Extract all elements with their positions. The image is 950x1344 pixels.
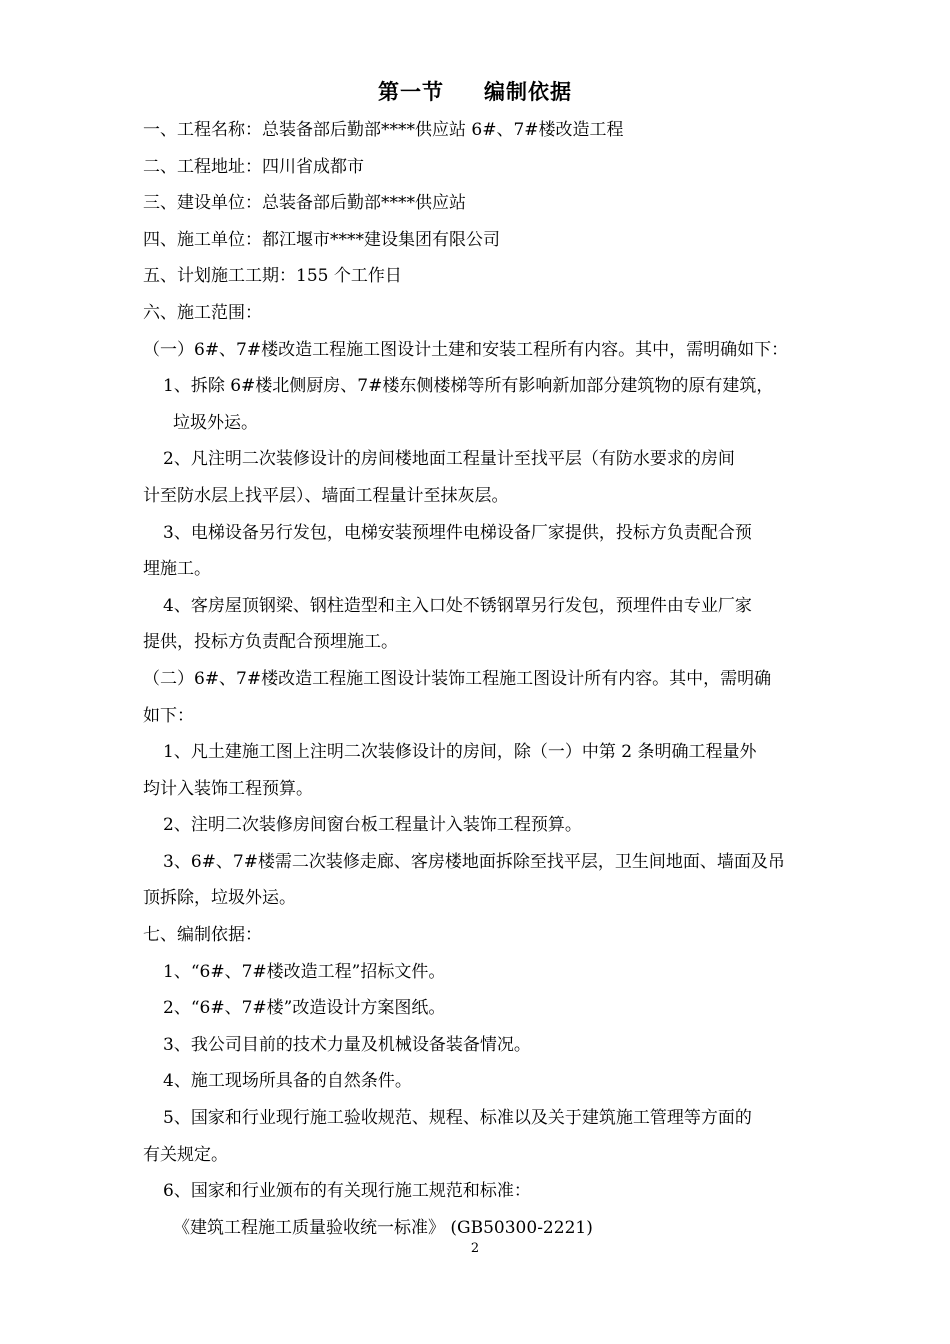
paragraph-scope-1-item-2-cont: 计至防水层上找平层）、墙面工程量计至抹灰层。 — [143, 485, 509, 506]
paragraph-schedule: 五、计划施工工期：155 个工作日 — [143, 266, 402, 287]
paragraph-basis-heading: 七、编制依据： — [143, 925, 262, 946]
section-heading: 编制依据 — [484, 80, 572, 104]
paragraph-basis-item-5-cont: 有关规定。 — [143, 1144, 228, 1165]
paragraph-contractor: 四、施工单位：都江堰市****建设集团有限公司 — [143, 229, 500, 250]
paragraph-scope-1-item-4: 4、客房屋顶钢梁、钢柱造型和主入口处不锈钢罩另行发包，预埋件由专业厂家 — [163, 595, 752, 616]
paragraph-basis-item-6: 6、国家和行业颁布的有关现行施工规范和标准： — [163, 1181, 531, 1202]
paragraph-scope-part-2: （二）6#、7#楼改造工程施工图设计装饰工程施工图设计所有内容。其中，需明确 — [143, 668, 772, 689]
paragraph-scope-part-1: （一）6#、7#楼改造工程施工图设计土建和安装工程所有内容。其中，需明确如下： — [143, 339, 789, 360]
section-title — [0, 76, 950, 108]
paragraph-project-address: 二、工程地址：四川省成都市 — [143, 156, 364, 177]
paragraph-basis-item-3: 3、我公司目前的技术力量及机械设备装备情况。 — [163, 1034, 531, 1055]
paragraph-project-name: 一、工程名称：总装备部后勤部****供应站 6#、7#楼改造工程 — [143, 120, 624, 140]
paragraph-scope-2-item-1-cont: 均计入装饰工程预算。 — [143, 778, 313, 799]
page-number: 2 — [470, 1241, 480, 1256]
paragraph-scope-2-item-1: 1、凡土建施工图上注明二次装修设计的房间，除（一）中第 2 条明确工程量外 — [163, 742, 757, 763]
paragraph-scope-1-item-2: 2、凡注明二次装修设计的房间楼地面工程量计至找平层（有防水要求的房间 — [163, 449, 735, 470]
paragraph-scope-2-item-3: 3、6#、7#楼需二次装修走廊、客房楼地面拆除至找平层，卫生间地面、墙面及吊 — [163, 851, 785, 872]
section-number: 第一节 — [378, 80, 444, 104]
paragraph-scope-1-item-3: 3、电梯设备另行发包，电梯安装预埋件电梯设备厂家提供，投标方负责配合预 — [163, 522, 752, 543]
paragraph-scope-1-item-1-cont: 垃圾外运。 — [173, 412, 258, 433]
paragraph-basis-item-5: 5、国家和行业现行施工验收规范、规程、标准以及关于建筑施工管理等方面的 — [163, 1108, 752, 1129]
paragraph-scope-part-2-cont: 如下： — [143, 705, 194, 726]
paragraph-basis-item-2: 2、“6#、7#楼”改造设计方案图纸。 — [163, 998, 446, 1019]
paragraph-scope-2-item-3-cont: 顶拆除，垃圾外运。 — [143, 888, 296, 909]
paragraph-basis-item-1: 1、“6#、7#楼改造工程”招标文件。 — [163, 961, 446, 982]
document-body — [143, 112, 813, 1246]
paragraph-scope-1-item-3-cont: 埋施工。 — [143, 559, 211, 580]
paragraph-basis-item-4: 4、施工现场所具备的自然条件。 — [163, 1071, 412, 1092]
paragraph-scope-heading: 六、施工范围： — [143, 302, 262, 323]
paragraph-scope-1-item-4-cont: 提供，投标方负责配合预埋施工。 — [143, 632, 398, 653]
paragraph-scope-1-item-1: 1、拆除 6#楼北侧厨房、7#楼东侧楼梯等所有影响新加部分建筑物的原有建筑， — [163, 376, 774, 397]
paragraph-owner: 三、建设单位：总装备部后勤部****供应站 — [143, 193, 466, 214]
paragraph-standard-reference: 《建筑工程施工质量验收统一标准》 (GB50300-2221) — [173, 1217, 593, 1238]
paragraph-scope-2-item-2: 2、注明二次装修房间窗台板工程量计入装饰工程预算。 — [163, 815, 582, 836]
